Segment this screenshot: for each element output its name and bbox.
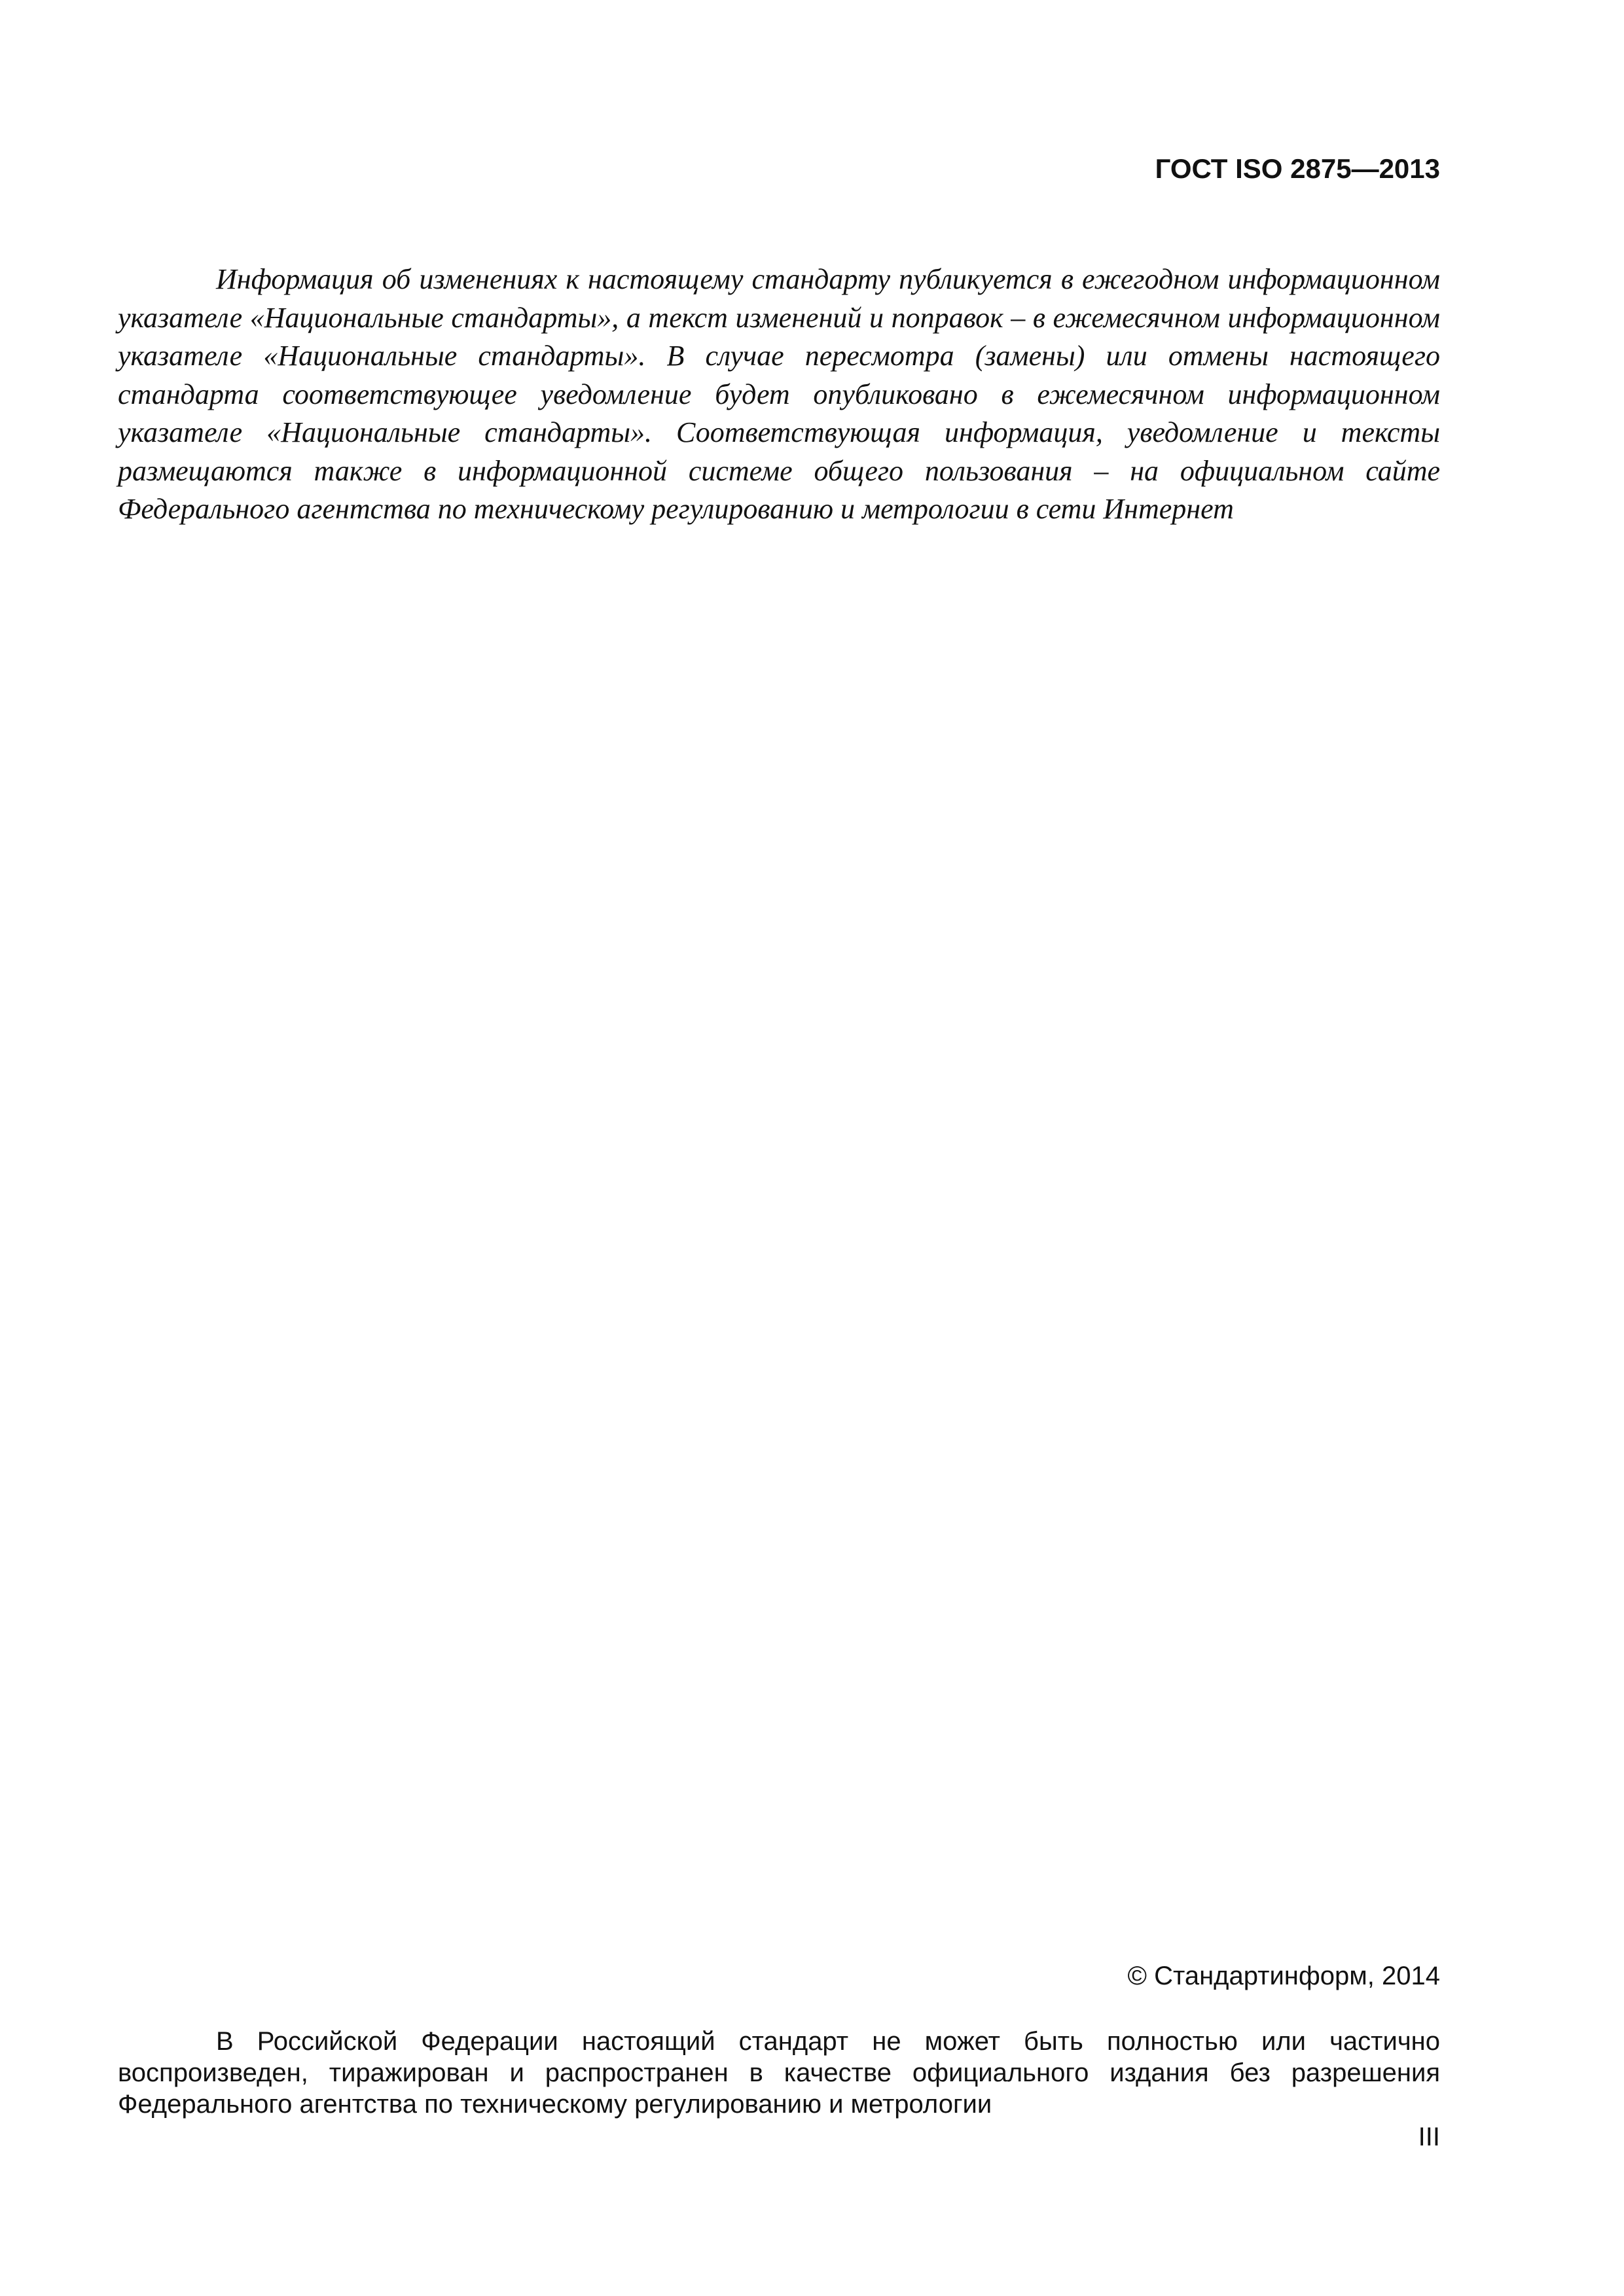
document-code: ГОСТ ISO 2875—2013 xyxy=(1155,153,1440,184)
amendments-notice: Информация об изменениях к настоящему стандарту публикуется в ежегодном информационном указателе «Национальные стандарты», а текст изменений и поправок – в ежемесячном информационном указателе «Национальные стандарты». В случае пересмотра (замены) или отмены настоящего стандарта соответствующее уведомление будет опубликовано в ежемесячном информационном указателе «Национальные стандарты». Соответствующая информация, уведомление и тексты размещаются также в информационной системе общего пользования – на официальном сайте Федерального агентства по техническому регулированию и метрологии в сети Интернет xyxy=(118,263,1440,525)
reproduction-rights-notice: В Российской Федерации настоящий стандарт не может быть полностью или частично воспроизведен, тиражирован и распространен в качестве официального издания без разрешения Федерального агентства по техническому регулированию и метрологии xyxy=(118,2027,1440,2119)
page-number: III xyxy=(1418,2123,1440,2151)
copyright-notice: © Стандартинформ, 2014 xyxy=(1127,1962,1440,1990)
